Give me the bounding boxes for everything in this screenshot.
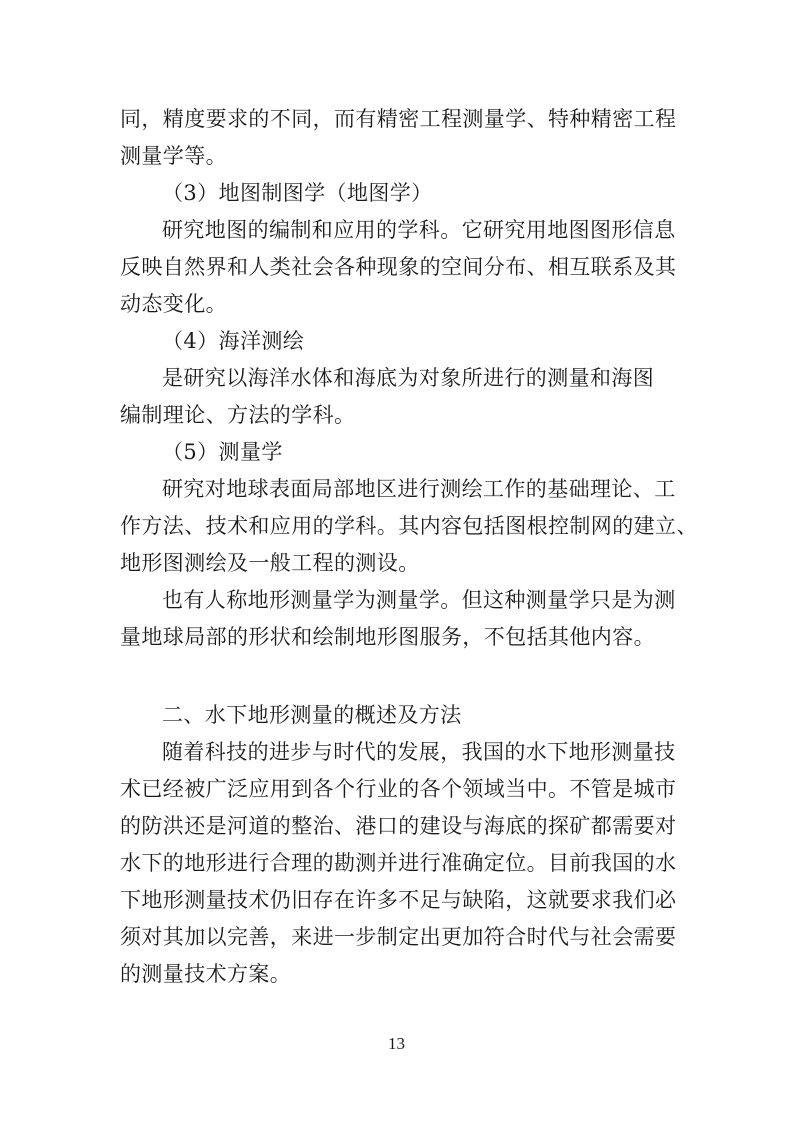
text-line: 编制理论、方法的学科。 — [120, 403, 356, 427]
text-line: 同，精度要求的不同，而有精密工程测量学、特种精密工程 — [120, 107, 677, 131]
subheading-text: （3）地图制图学（地图学） — [162, 181, 433, 205]
text-line: 是研究以海洋水体和海底为对象所进行的测量和海图 — [162, 366, 655, 390]
text-line: 测量学等。 — [120, 144, 227, 168]
paragraph-continuation — [120, 101, 676, 175]
subheading-cartography — [120, 175, 676, 212]
text-line: 的防洪还是河道的整治、港口的建设与海底的探矿都需要对 — [120, 814, 677, 838]
paragraph-topographic-note — [120, 582, 676, 656]
text-line: 须对其加以完善，来进一步制定出更加符合时代与社会需要 — [120, 925, 677, 949]
text-line: 水下的地形进行合理的勘测并进行准确定位。目前我国的水 — [120, 851, 677, 875]
subheading-surveying — [120, 434, 676, 471]
text-line: 量地球局部的形状和绘制地形图服务，不包括其他内容。 — [120, 625, 655, 649]
text-line: 的测量技术方案。 — [120, 962, 292, 986]
section-heading — [120, 697, 676, 734]
text-line: 动态变化。 — [120, 292, 227, 316]
text-line: 作方法、技术和应用的学科。其内容包括图根控制网的建立、 — [120, 514, 698, 538]
text-line: 研究地图的编制和应用的学科。它研究用地图图形信息 — [162, 218, 676, 242]
text-line: 地形图测绘及一般工程的测设。 — [120, 551, 420, 575]
section-heading-text: 二、水下地形测量的概述及方法 — [162, 703, 462, 727]
paragraph-cartography — [120, 212, 676, 323]
text-line: 下地形测量技术仍旧存在许多不足与缺陷，这就要求我们必 — [120, 888, 677, 912]
subheading-text: （5）测量学 — [162, 440, 283, 464]
subheading-text: （4）海洋测绘 — [162, 329, 305, 353]
text-line: 也有人称地形测量学为测量学。但这种测量学只是为测 — [162, 588, 676, 612]
paragraph-underwater-survey — [120, 734, 676, 993]
text-line: 术已经被广泛应用到各个行业的各个领域当中。不管是城市 — [120, 777, 677, 801]
text-line: 反映自然界和人类社会各种现象的空间分布、相互联系及其 — [120, 255, 677, 279]
page-number: 13 — [388, 1034, 405, 1053]
subheading-marine-survey — [120, 323, 676, 360]
text-line: 研究对地球表面局部地区进行测绘工作的基础理论、工 — [162, 477, 676, 501]
paragraph-marine-survey — [120, 360, 676, 434]
text-line: 随着科技的进步与时代的发展，我国的水下地形测量技 — [162, 740, 676, 764]
paragraph-surveying — [120, 471, 698, 582]
